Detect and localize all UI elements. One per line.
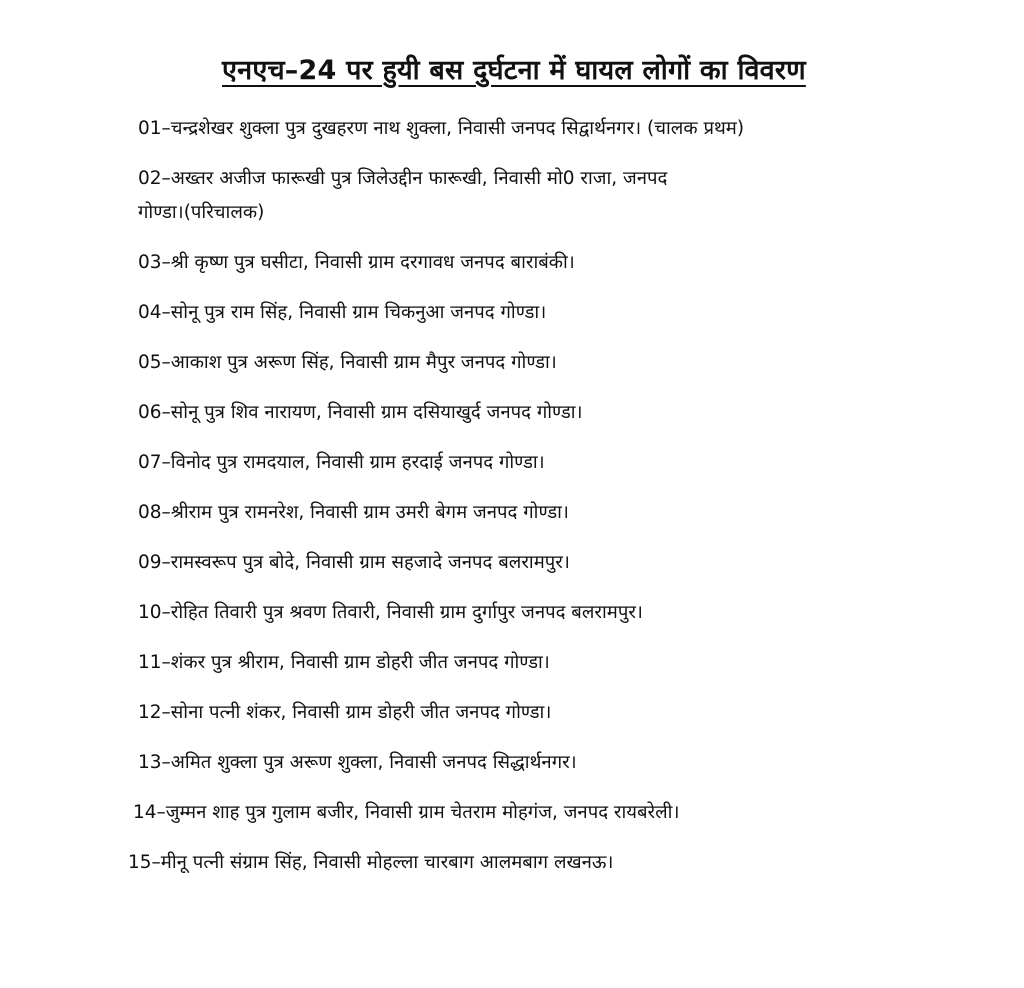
- entry-text: 13–अमित शुक्ला पुत्र अरूण शुक्ला, निवासी जनपद सिद्धार्थनगर।: [138, 752, 577, 773]
- list-item: [138, 112, 938, 146]
- entry-text: 02–अख्तर अजीज फारूखी पुत्र जिलेउद्दीन फारूखी, निवासी मो0 राजा, जनपद: [138, 168, 668, 189]
- entry-text: 04–सोनू पुत्र राम सिंह, निवासी ग्राम चिकनुआ जनपद गोण्डा।: [138, 302, 547, 323]
- list-item: [138, 246, 938, 280]
- entry-text: 15–मीनू पत्नी संग्राम सिंह, निवासी मोहल्ला चारबाग आलमबाग लखनऊ।: [128, 852, 614, 873]
- list-item: [138, 546, 938, 580]
- entry-text-continued: गोण्डा।(परिचालक): [138, 202, 265, 223]
- list-item: [138, 446, 938, 480]
- entry-text: 11–शंकर पुत्र श्रीराम, निवासी ग्राम डोहरी जीत जनपद गोण्डा।: [138, 652, 550, 673]
- list-item: [138, 646, 938, 680]
- list-item: [138, 746, 938, 780]
- list-item: [138, 596, 938, 630]
- list-item: [133, 796, 938, 830]
- entry-text: 07–विनोद पुत्र रामदयाल, निवासी ग्राम हरदाई जनपद गोण्डा।: [138, 452, 545, 473]
- entry-text: 06–सोनू पुत्र शिव नारायण, निवासी ग्राम दसियाखुर्द जनपद गोण्डा।: [138, 402, 583, 423]
- document-title: एनएच–24 पर हुयी बस दुर्घटना में घायल लोगों का विवरण: [222, 55, 806, 86]
- entry-text: 10–रोहित तिवारी पुत्र श्रवण तिवारी, निवासी ग्राम दुर्गापुर जनपद बलरामपुर।: [138, 602, 643, 623]
- list-item: [138, 396, 938, 430]
- list-item: [138, 346, 938, 380]
- entry-text: 12–सोना पत्नी शंकर, निवासी ग्राम डोहरी जीत जनपद गोण्डा।: [138, 702, 552, 723]
- entry-text: 09–रामस्वरूप पुत्र बोदे, निवासी ग्राम सहजादे जनपद बलरामपुर।: [138, 552, 570, 573]
- entry-text: 14–जुम्मन शाह पुत्र गुलाम बजीर, निवासी ग्राम चेतराम मोहगंज, जनपद रायबरेली।: [133, 802, 680, 823]
- entry-text: 03–श्री कृष्ण पुत्र घसीटा, निवासी ग्राम दरगावध जनपद बाराबंकी।: [138, 252, 575, 273]
- entry-text: 08–श्रीराम पुत्र रामनरेश, निवासी ग्राम उमरी बेगम जनपद गोण्डा।: [138, 502, 569, 523]
- entry-text: 05–आकाश पुत्र अरूण सिंह, निवासी ग्राम मैपुर जनपद गोण्डा।: [138, 352, 557, 373]
- list-item: [138, 496, 938, 530]
- entry-text: 01–चन्द्रशेखर शुक्ला पुत्र दुखहरण नाथ शुक्ला, निवासी जनपद सिद्वार्थनगर। (चालक प्रथम): [138, 118, 745, 139]
- injured-list: [128, 112, 938, 896]
- list-item: [138, 162, 938, 230]
- list-item: [138, 296, 938, 330]
- list-item: [128, 846, 938, 880]
- list-item: [138, 696, 938, 730]
